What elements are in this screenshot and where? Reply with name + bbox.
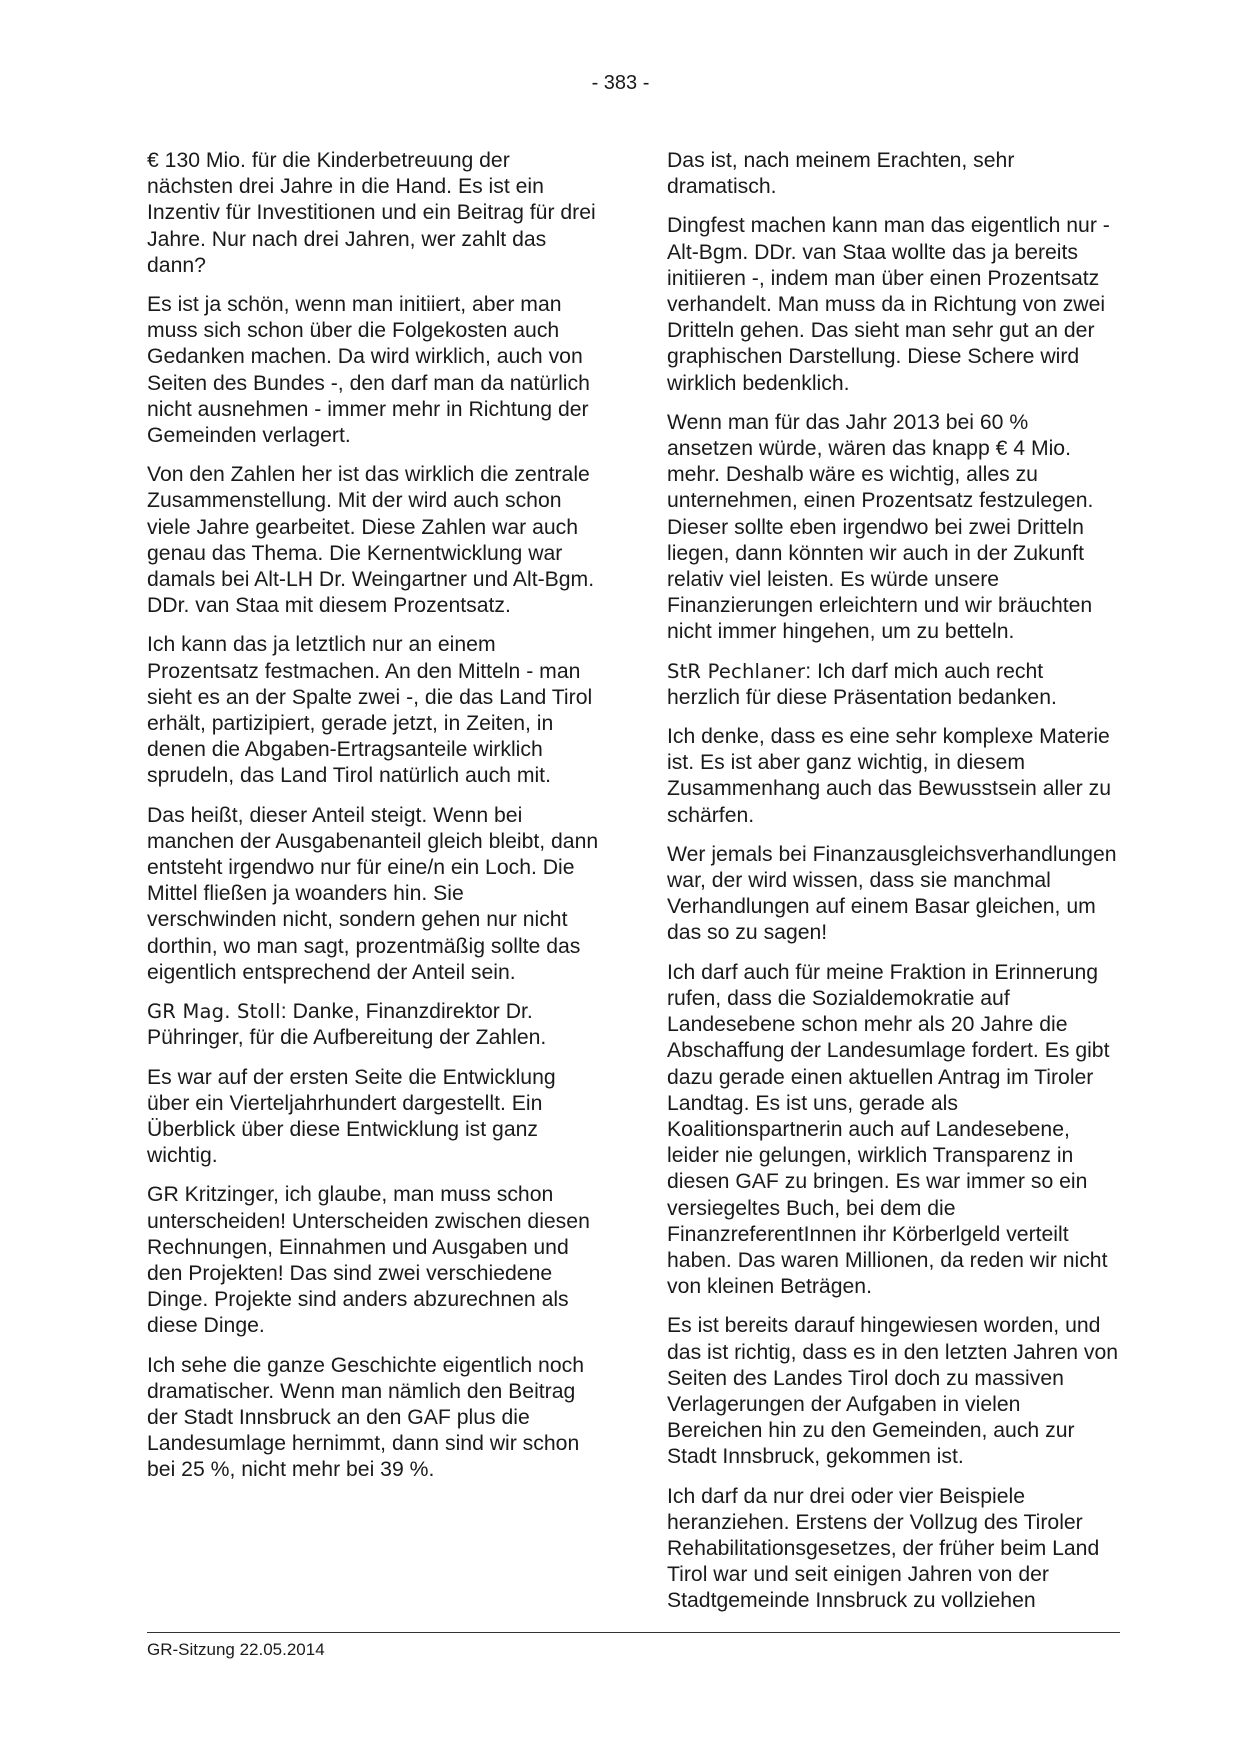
page-number: - 383 - <box>591 72 650 94</box>
paragraph: Ich darf auch für meine Fraktion in Erinnerung rufen, dass die Sozialdemokratie auf Landesebene schon mehr als 20 Jahre die Abschaffung der Landesumlage fordert. Es gibt dazu gerade einen aktuellen Antrag im Tiroler Landtag. Es ist uns, gerade als Koalitionspartnerin auch auf Landesebene, leider nie gelungen, wirklich Transparenz in diesen GAF zu bringen. Es war immer so ein versiegeltes Buch, bei dem die FinanzreferentInnen ihr Körberlgeld verteilt haben. Das waren Millionen, da reden wir nicht von kleinen Beträgen. <box>667 960 1110 1299</box>
paragraph: Es ist ja schön, wenn man initiiert, aber man muss sich schon über die Folgekosten auch Gedanken machen. Da wird wirklich, auch von Seiten des Bundes -, den darf man da natürlich nicht ausnehmen - immer mehr in Richtung der Gemeinden verlagert. <box>147 293 590 448</box>
paragraph: Ich denke, dass es eine sehr komplexe Materie ist. Es ist aber ganz wichtig, in diesem Zusammenhang auch das Bewusstsein aller zu schärfen. <box>667 725 1111 827</box>
left-column <box>147 148 599 1497</box>
speaker-name: StR Pechlaner <box>667 659 806 683</box>
paragraph: € 130 Mio. für die Kinderbetreuung der nächsten drei Jahre in die Hand. Es ist ein Inzentiv für Investitionen und ein Beitrag für drei Jahre. Nur nach drei Jahren, wer zahlt das dann? <box>147 149 596 277</box>
footer-session-date: GR-Sitzung 22.05.2014 <box>147 1640 325 1659</box>
speaker-name: GR Mag. Stoll <box>147 1000 281 1024</box>
speaker-paragraph <box>147 999 599 1051</box>
paragraph: Von den Zahlen her ist das wirklich die zentrale Zusammenstellung. Mit der wird auch schon viele Jahre gearbeitet. Diese Zahlen war auch genau das Thema. Die Kernentwicklung war damals bei Alt-LH Dr. Weingartner und Alt-Bgm. DDr. van Staa mit diesem Prozentsatz. <box>147 463 595 618</box>
paragraph: Dingfest machen kann man das eigentlich nur - Alt-Bgm. DDr. van Staa wollte das ja bereits initiieren -, indem man über einen Prozentsatz verhandelt. Man muss da in Richtung von zwei Dritteln gehen. Das sieht man sehr gut an der graphischen Darstellung. Diese Schere wird wirklich bedenklich. <box>667 214 1110 395</box>
speaker-text: : Ich darf mich auch recht herzlich für diese Präsentation bedanken. <box>667 659 1057 709</box>
paragraph: Das heißt, dieser Anteil steigt. Wenn bei manchen der Ausgabenanteil gleich bleibt, dann entsteht irgendwo nur für eine/n ein Loch. Die Mittel fließen ja woanders hin. Sie verschwinden nicht, sondern gehen nur nicht dorthin, wo man sagt, prozentmäßig sollte das eigentlich entsprechend der Anteil sein. <box>147 803 599 984</box>
paragraph: Ich darf da nur drei oder vier Beispiele heranziehen. Erstens der Vollzug des Tiroler Rehabilitationsgesetzes, der früher beim Land Tirol war und seit einigen Jahren von der Stadtgemeinde Innsbruck zu vollziehen <box>667 1484 1100 1613</box>
paragraph: GR Kritzinger, ich glaube, man muss schon unterscheiden! Unterscheiden zwischen diesen Rechnungen, Einnahmen und Ausgaben und den Projekten! Das sind zwei verschiedene Dinge. Projekte sind anders abzurechnen als diese Dinge. <box>147 1183 590 1338</box>
paragraph: Wenn man für das Jahr 2013 bei 60 % ansetzen würde, wären das knapp € 4 Mio. mehr. Deshalb wäre es wichtig, alles zu unternehmen, einen Prozentsatz festzulegen. Dieser sollte eben irgendwo bei zwei Dritteln liegen, dann könnten wir auch in der Zukunft relativ viel leisten. Es würde unsere Finanzierungen erleichtern und wir bräuchten nicht immer hingehen, um zu betteln. <box>667 410 1094 644</box>
footer-divider <box>147 1632 1120 1633</box>
speaker-text: : Danke, Finanzdirektor Dr. Pühringer, für die Aufbereitung der Zahlen. <box>147 1000 547 1050</box>
right-column <box>667 148 1119 1628</box>
paragraph: Ich sehe die ganze Geschichte eigentlich noch dramatischer. Wenn man nämlich den Beitrag der Stadt Innsbruck an den GAF plus die Landesumlage hernimmt, dann sind wir schon bei 25 %, nicht mehr bei 39 %. <box>147 1353 584 1482</box>
paragraph: Ich kann das ja letztlich nur an einem Prozentsatz festmachen. An den Mitteln - man sieht es an der Spalte zwei -, die das Land Tirol erhält, partizipiert, gerade jetzt, in Zeiten, in denen die Abgaben-Ertragsanteile wirklich sprudeln, das Land Tirol natürlich auch mit. <box>147 633 593 788</box>
paragraph: Es war auf der ersten Seite die Entwicklung über ein Vierteljahrhundert dargestellt. Ein Überblick über diese Entwicklung ist ganz wichtig. <box>147 1065 556 1168</box>
paragraph: Das ist, nach meinem Erachten, sehr dramatisch. <box>667 149 1015 199</box>
speaker-paragraph <box>667 659 1119 711</box>
paragraph: Es ist bereits darauf hingewiesen worden, und das ist richtig, dass es in den letzten Jahren von Seiten des Landes Tirol doch zu massiven Verlagerungen der Aufgaben in vielen Bereichen hin zu den Gemeinden, auch zur Stadt Innsbruck, gekommen ist. <box>667 1314 1119 1469</box>
paragraph: Wer jemals bei Finanzausgleichsverhandlungen war, der wird wissen, dass sie manchmal Verhandlungen auf einem Basar gleichen, um das so zu sagen! <box>667 842 1117 945</box>
